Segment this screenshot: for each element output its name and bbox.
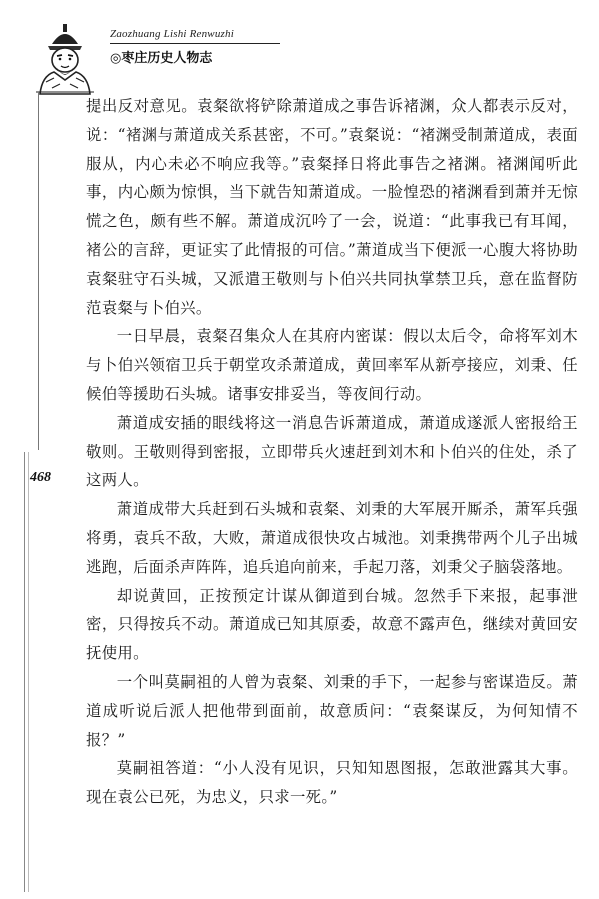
margin-rule: [38, 92, 39, 450]
paragraph: 萧道成安插的眼线将这一消息告诉萧道成，萧道成遂派人密报给王敬则。王敬则得到密报，立即带兵火速赶到刘木和卜伯兴的住处，杀了这两人。: [86, 413, 578, 490]
margin-rule: [28, 452, 29, 892]
body-text: [86, 92, 578, 812]
paragraph: 一个叫莫嗣祖的人曾为袁粲、刘秉的手下，一起参与密谋造反。萧道成听说后派人把他带到面前，故意质问：“袁粲谋反，为何知情不报？”: [86, 672, 578, 749]
warrior-portrait-icon: [32, 22, 98, 96]
paragraph: 却说黄回，正按预定计谋从御道到台城。忽然手下来报，起事泄密，只得按兵不动。萧道成已知其原委，故意不露声色，继续对黄回安抚使用。: [86, 586, 578, 663]
paragraph: 提出反对意见。袁粲欲将铲除萧道成之事告诉褚渊，众人都表示反对，说：“褚渊与萧道成关系甚密，不可。”袁粲说：“褚渊受制萧道成，表面服从，内心未必不响应我等。”袁粲择日将此事告之褚渊。褚渊闻听此事，内心颇为惊惧，当下就告知萧道成。一脸惶恐的褚渊看到萧并无惊慌之色，颇有些不解。萧道成沉吟了一会，说道：“此事我已有耳闻，褚公的言辞，更证实了此情报的可信。”萧道成当下便派一心腹大将协助袁粲驻守石头城，又派遣王敬则与卜伯兴共同执掌禁卫兵，意在监督防范袁粲与卜伯兴。: [86, 97, 578, 317]
series-title-en: Zaozhuang Lishi Renwuzhi: [110, 28, 280, 44]
page-number: 468: [30, 470, 51, 485]
margin-rule: [24, 452, 25, 892]
series-title-zh: ◎枣庄历史人物志: [110, 51, 213, 66]
paragraph: 莫嗣祖答道：“小人没有见识，只知知恩图报，怎敢泄露其大事。现在袁公已死，为忠义，只求一死。”: [86, 759, 578, 807]
running-header: [28, 18, 328, 98]
paragraph: 一日早晨，袁粲召集众人在其府内密谋：假以太后令，命将军刘木与卜伯兴领宿卫兵于朝堂攻杀萧道成，黄回率军从新亭接应，刘秉、任候伯等援助石头城。诸事安排妥当，等夜间行动。: [86, 327, 578, 403]
paragraph: 萧道成带大兵赶到石头城和袁粲、刘秉的大军展开厮杀，萧军兵强将勇，袁兵不敌，大败，萧道成很快攻占城池。刘秉携带两个儿子出城逃跑，后面杀声阵阵，追兵追向前来，手起刀落，刘秉父子脑袋落地。: [86, 500, 578, 576]
